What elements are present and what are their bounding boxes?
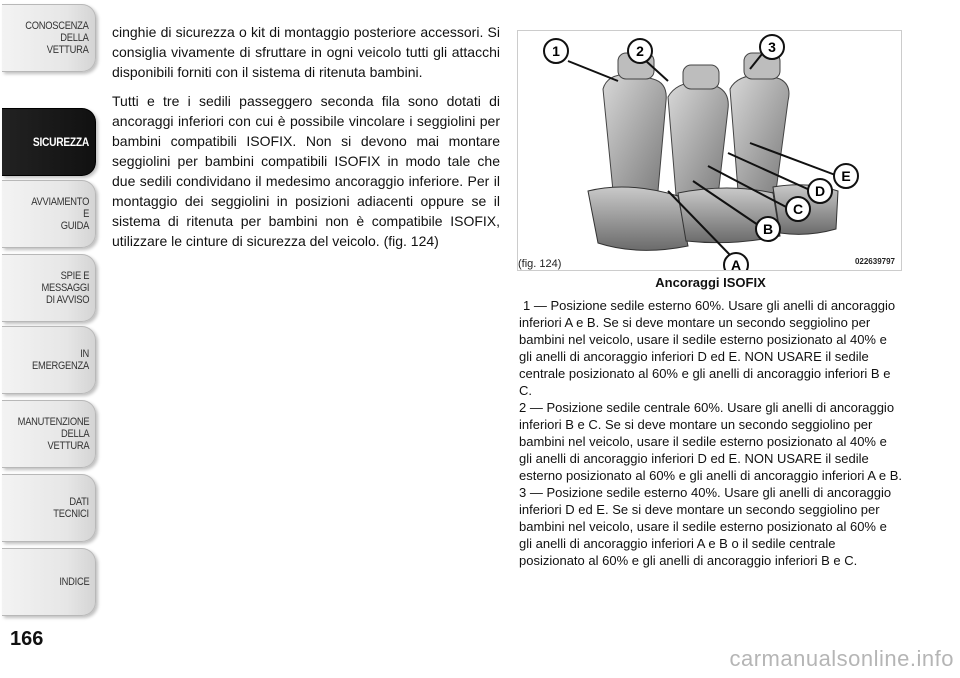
legend-item-3: 3 — Posizione sedile esterno 40%. Usare gli anelli di ancoraggio inferiori D ed E. Se si deve montare un secondo seggiolino per bambini nel veicolo, usare il sedile esterno posizionato al 60% e gli anelli di ancoraggio inferiori A e B o il sedile centrale posizionato al 60% e gli anelli di ancoraggio inferiori B e C. <box>519 485 892 568</box>
callout-2-label: 2 <box>636 43 644 59</box>
tab-spie-e-messaggi[interactable] <box>2 254 96 322</box>
paragraph: Tutti e tre i sedili passeggero seconda fila sono dotati di ancoraggi inferiori con cui è possibile vincolare i seggiolini per bambini compatibili ISOFIX. Non si devono mai montare seggiolini per bambini compatibili ISOFIX in modo tale che due sedili condividano il medesimo ancoraggio inferiore. Per il montaggio dei seggiolini in posizioni adiacenti oppure se il sistema di ritenuta per bambini non è compatibile ISOFIX, utilizzare le cinture di sicurezza del veicolo. (fig. 124) <box>112 93 500 249</box>
tab-label: SPIE E MESSAGGI DI AVVISO <box>41 270 89 306</box>
tab-manutenzione-della-vettura[interactable] <box>2 400 96 468</box>
callout-e-label: E <box>841 168 851 184</box>
callout-a-label: A <box>730 257 742 271</box>
chapter-sidebar <box>0 0 100 678</box>
tab-in-emergenza[interactable] <box>2 326 96 394</box>
callout-3-label: 3 <box>768 39 776 55</box>
tab-label: MANUTENZIONE DELLA VETTURA <box>17 416 89 452</box>
callout-d-label: D <box>814 183 826 199</box>
callout-1-label: 1 <box>552 43 560 59</box>
page-number: 166 <box>10 628 44 650</box>
tab-dati-tecnici[interactable] <box>2 474 96 542</box>
figure-reference: (fig. 124) <box>518 258 562 270</box>
tab-label: AVVIAMENTO E GUIDA <box>31 196 89 232</box>
legend-item-2: 2 — Posizione sedile centrale 60%. Usare gli anelli di ancoraggio inferiori B e C. Se si deve montare un secondo seggiolino per bambini nel veicolo, usare il sedile esterno posizionato al 40% e gli anelli di ancoraggio inferiori D ed E. NON USARE il sedile esterno posizionato al 60% e gli anelli di ancoraggio inferiori A e B. <box>519 400 903 483</box>
tab-avviamento-e-guida[interactable] <box>2 180 96 248</box>
legend-item-1: 1 — Posizione sedile esterno 60%. Usare gli anelli di ancoraggio inferiori A e B. Se si deve montare un secondo seggiolino per bambini nel veicolo, usare il sedile esterno posizionato al 40% e gli anelli di ancoraggio inferiori D ed E. NON USARE il sedile centrale posizionato al 60% e gli anelli di ancoraggio inferiori B e C. <box>519 298 896 398</box>
tab-label: INDICE <box>58 576 89 588</box>
figure-title: Ancoraggi ISOFIX <box>655 275 766 290</box>
callout-b-label: B <box>762 221 774 237</box>
isofix-seat-figure <box>517 30 902 271</box>
callout-c-label: C <box>792 201 804 217</box>
figure-legend <box>519 297 903 569</box>
body-text <box>112 22 500 260</box>
paragraph: cinghie di sicurezza o kit di montaggio posteriore accessori. Si consiglia vivamente di sfruttare in ogni veicolo tutti gli attacchi disponibili forniti con il sistema di ritenuta bambini. <box>112 24 500 80</box>
tab-label: CONOSCENZA DELLA VETTURA <box>25 20 89 56</box>
tab-label: DATI TECNICI <box>53 496 89 520</box>
tab-label: IN EMERGENZA <box>32 348 89 372</box>
tab-label: SICUREZZA <box>32 135 89 149</box>
tab-sicurezza[interactable] <box>2 108 96 176</box>
image-code: 022639797 <box>854 257 895 266</box>
tab-conoscenza-della-vettura[interactable] <box>2 4 96 72</box>
watermark: carmanualsonline.info <box>729 646 954 671</box>
tab-indice[interactable] <box>2 548 96 616</box>
seat-illustration <box>518 31 902 271</box>
